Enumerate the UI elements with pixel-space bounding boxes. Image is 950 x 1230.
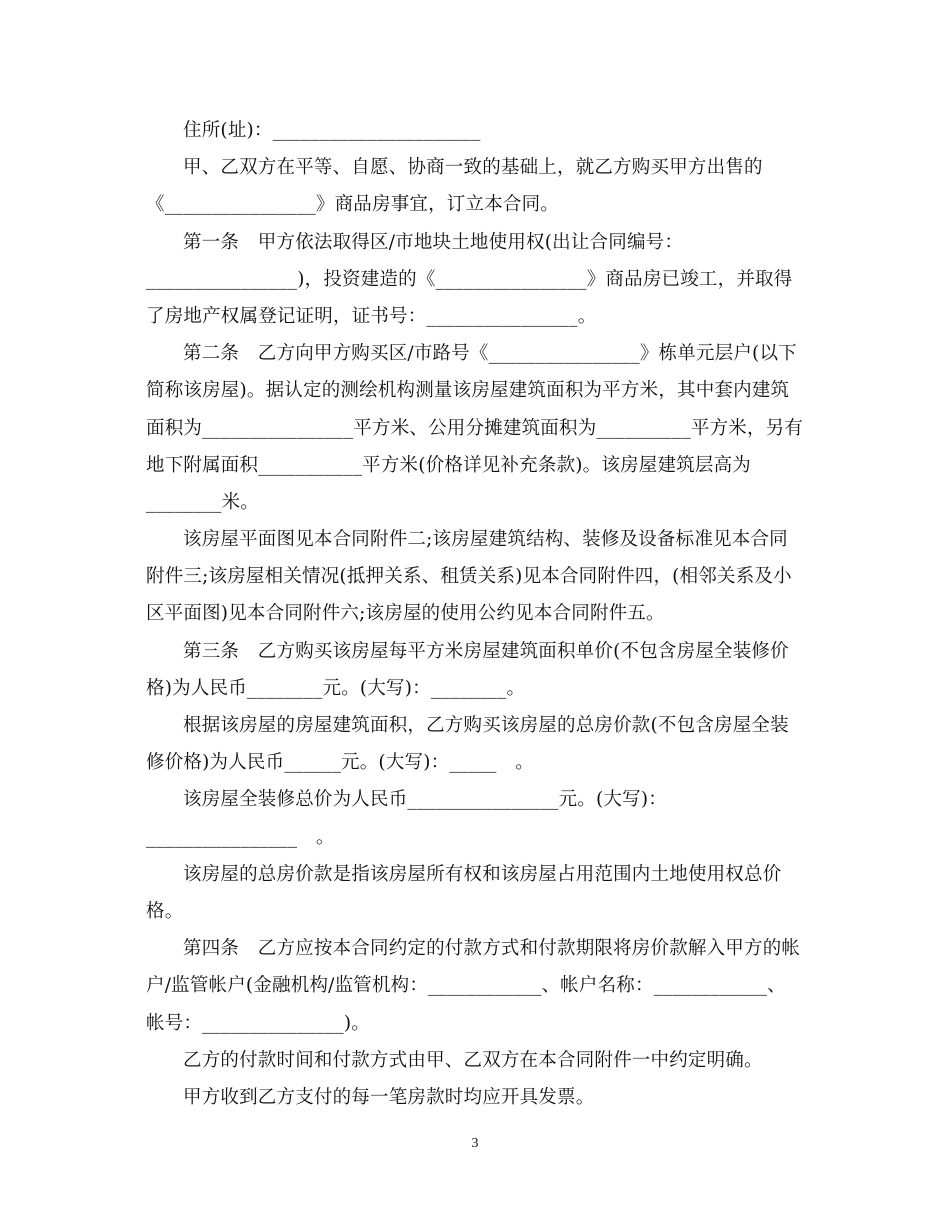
price-definition-line-2: 格。 (146, 900, 184, 922)
invoice-line: 甲方收到乙方支付的每一笔房款时均应开具发票。 (183, 1086, 595, 1108)
total-price-line-2: 修价格)为人民币______元。(大写)：_____ 。 (146, 752, 535, 774)
contract-body (146, 112, 806, 1116)
article-2-line-1: 第二条 乙方向甲方购买区/市路号《________________》栋单元层户(以下 (183, 343, 797, 365)
article-1-line-2: ________________)，投资建造的《________________》商品房已竣工，并取得 (146, 268, 793, 290)
article-1-line-1: 第一条 甲方依法取得区/市地块土地使用权(出让合同编号： (183, 231, 684, 253)
payment-terms-line: 乙方的付款时间和付款方式由甲、乙双方在本合同附件一中约定明确。 (183, 1049, 763, 1071)
total-price-line-1: 根据该房屋的房屋建筑面积，乙方购买该房屋的总房价款(不包含房屋全装 (183, 715, 789, 736)
article-2-line-3: 面积为________________平方米、公用分摊建筑面积为__________平方米，另有 (146, 417, 804, 439)
article-3-line-1: 第三条 乙方购买该房屋每平方米房屋建筑面积单价(不包含房屋全装修价 (183, 640, 789, 662)
page-number: 3 (471, 1136, 479, 1151)
article-4-line-3: 帐号：_______________)。 (146, 1012, 370, 1034)
article-4-line-2: 户/监管帐户(金融机构/监管机构：____________、帐户名称：____________、 (146, 975, 786, 997)
article-1-line-3: 了房地产权属登记证明，证书号：________________。 (146, 305, 597, 327)
attachments-line-2: 附件三;该房屋相关情况(抵押关系、租赁关系)见本合同附件四，(相邻关系及小 (146, 566, 792, 588)
attachments-line-3: 区平面图)见本合同附件六;该房屋的使用公约见本合同附件五。 (146, 603, 665, 625)
price-definition-line-1: 该房屋的总房价款是指该房屋所有权和该房屋占用范围内土地使用权总价 (183, 863, 782, 885)
article-2-line-2: 简称该房屋)。据认定的测绘机构测量该房屋建筑面积为平方米，其中套内建筑 (146, 380, 790, 402)
decoration-price-line-1: 该房屋全装修总价为人民币________________元。(大写)： (183, 789, 667, 811)
preamble-line-2: 《________________》商品房事宜，订立本合同。 (146, 194, 560, 216)
preamble-line-1: 甲、乙双方在平等、自愿、协商一致的基础上，就乙方购买甲方出售的 (183, 157, 763, 179)
article-4-line-1: 第四条 乙方应按本合同约定的付款方式和付款期限将房价款解入甲方的帐 (183, 938, 801, 960)
address-line: 住所(址)：______________________ (183, 120, 481, 141)
article-2-line-4: 地下附属面积___________平方米(价格详见补充条款)。该房屋建筑层高为 (146, 454, 751, 476)
attachments-line-1: 该房屋平面图见本合同附件二;该房屋建筑结构、装修及设备标准见本合同 (183, 529, 788, 551)
article-2-line-5: ________米。 (146, 491, 260, 513)
article-3-line-2: 格)为人民币________元。(大写)：________。 (146, 677, 526, 699)
decoration-price-line-2: ________________ 。 (146, 826, 335, 848)
